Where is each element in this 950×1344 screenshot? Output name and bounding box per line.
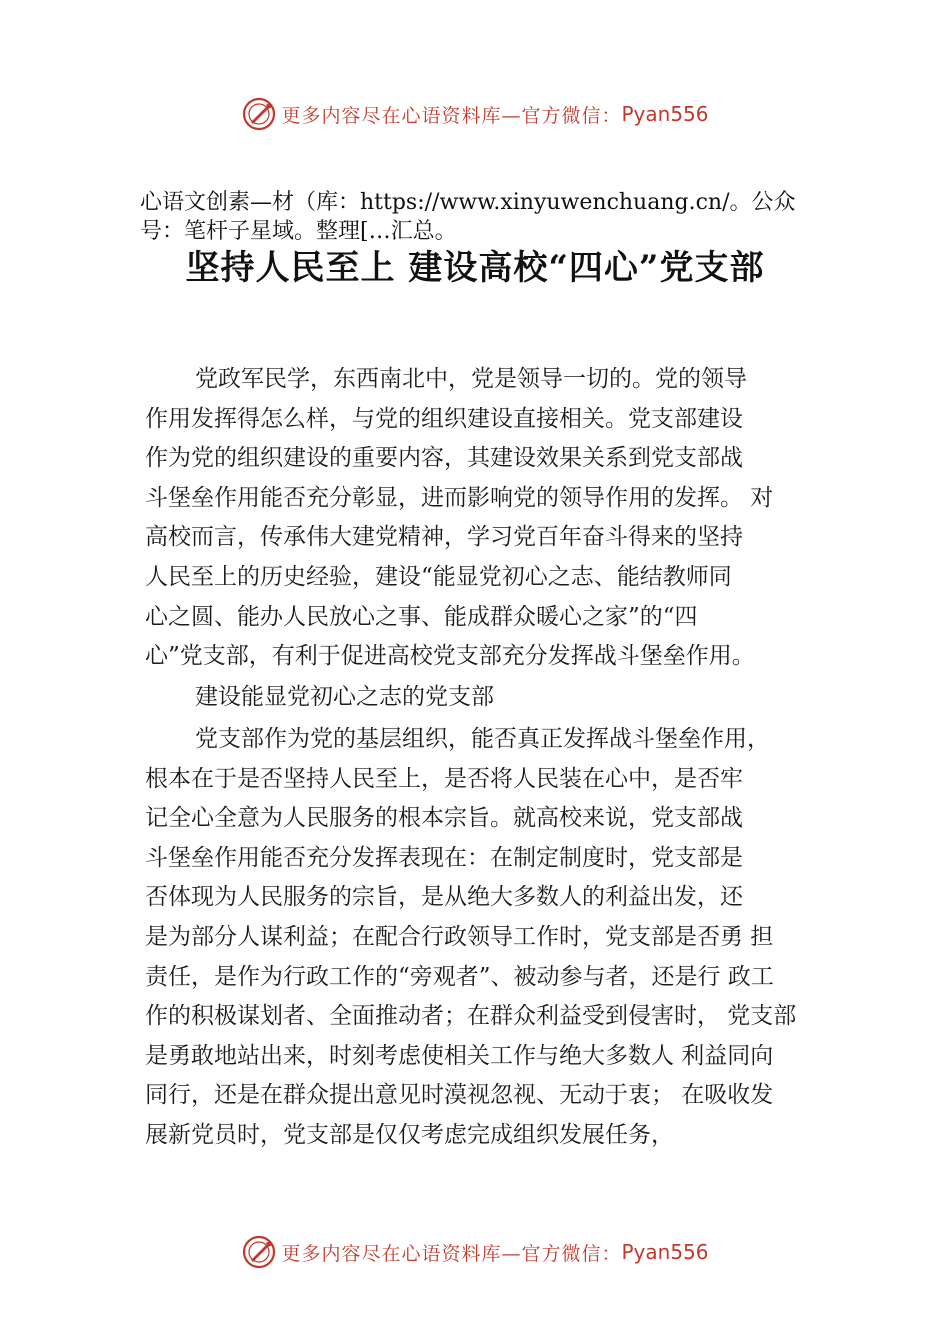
footer-banner (0, 1232, 950, 1272)
text-line: 根本在于是否坚持人民至上，是否将人民装在心中，是否牢 (145, 765, 743, 792)
text-line: 高校而言，传承伟大建党精神，学习党百年奋斗得来的坚持 (145, 524, 743, 551)
text-line: 记全心全意为人民服务的根本宗旨。就高校来说，党支部战 (145, 805, 743, 832)
text-line: 否体现为人民服务的宗旨，是从绝大多数人的利益出发，还 (145, 884, 743, 911)
text-line: 斗堡垒作用能否充分彰显，进而影响党的领导作用的发挥。 对 (145, 484, 774, 511)
paragraph-intro (145, 360, 835, 677)
source-note: 心语文创素—材（库：https://www.xinyuwenchuang.cn/。公众号：笔杆子星域。整理[…汇总。 (140, 190, 796, 244)
text-line: 同行，还是在群众提出意见时漠视忽视、无动于衷； 在吸收发 (145, 1082, 774, 1109)
wechat-id: Pyan556 (621, 102, 709, 126)
document-title: 坚持人民至上 建设高校“四心”党支部 (185, 248, 765, 288)
text-line: 展新党员时，党支部是仅仅考虑完成组织发展任务， (145, 1121, 674, 1148)
text-line: 心”党支部，有利于促进高校党支部充分发挥战斗堡垒作用。 (145, 643, 755, 670)
paragraph-section-1 (145, 720, 835, 1156)
quill-seal-icon (241, 1234, 277, 1270)
text-line: 作用发挥得怎么样，与党的组织建设直接相关。党支部建设 (145, 405, 743, 432)
text-line: 作的积极谋划者、全面推动者；在群众利益受到侵害时， 党支部 (145, 1003, 797, 1030)
section-heading: 建设能显党初心之志的党支部 (195, 684, 494, 710)
text-line: 是为部分人谋利益；在配合行政领导工作时，党支部是否勇 担 (145, 923, 774, 950)
text-line: 心之圆、能办人民放心之事、能成群众暖心之家”的“四 (145, 603, 698, 630)
text-line: 党政军民学，东西南北中，党是领导一切的。党的领导 (195, 366, 747, 392)
text-line: 人民至上的历史经验，建设“能显党初心之志、能结教师同 (145, 563, 732, 590)
header-banner (0, 94, 950, 134)
text-line: 党支部作为党的基层组织，能否真正发挥战斗堡垒作用， (195, 726, 770, 752)
text-line: 责任，是作为行政工作的“旁观者”、被动参与者，还是行 政工 (145, 963, 774, 990)
text-line: 是勇敢地站出来，时刻考虑使相关工作与绝大多数人 利益同向 (145, 1042, 774, 1069)
wechat-id: Pyan556 (621, 1240, 709, 1264)
banner-text: 更多内容尽在心语资料库—官方微信： (281, 104, 622, 127)
text-line: 作为党的组织建设的重要内容，其建设效果关系到党支部战 (145, 445, 743, 472)
text-line: 斗堡垒作用能否充分发挥表现在：在制定制度时，党支部是 (145, 844, 743, 871)
quill-seal-icon (241, 96, 277, 132)
banner-text: 更多内容尽在心语资料库—官方微信： (281, 1242, 622, 1265)
